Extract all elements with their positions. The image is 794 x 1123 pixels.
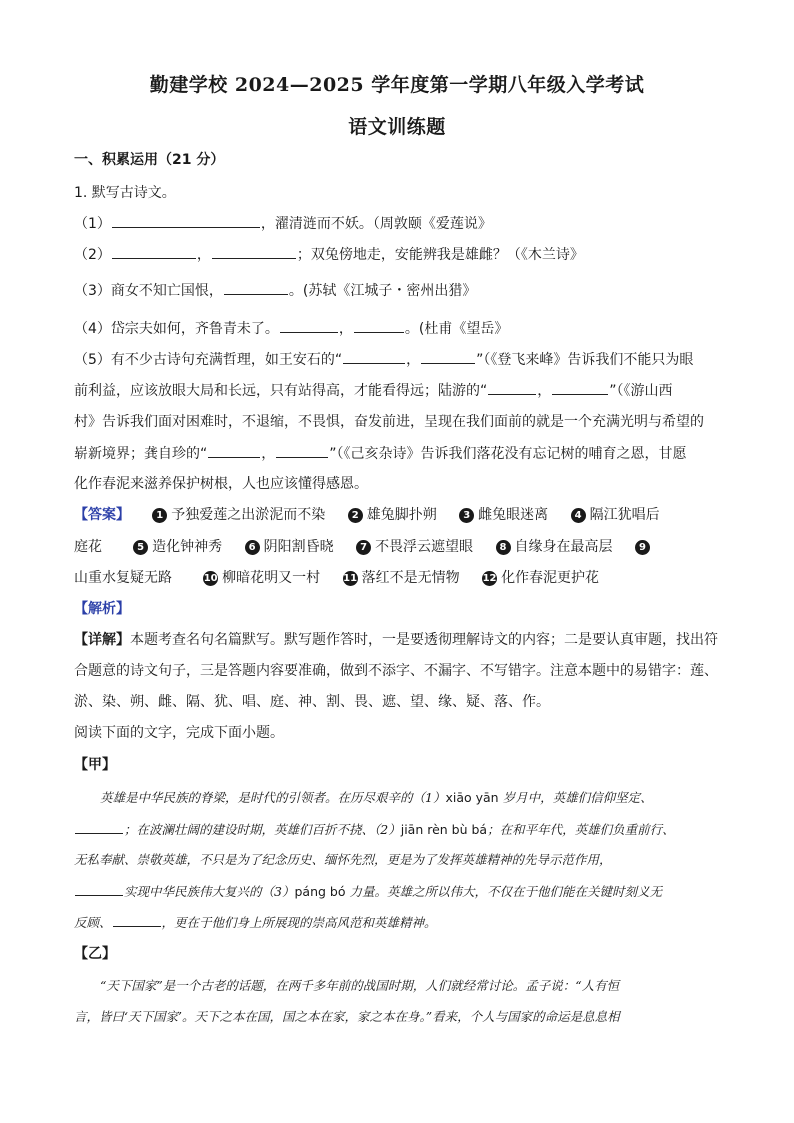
number-3-icon: 3 [459,508,474,523]
q1-3-text-b: 。(苏轼《江城子・密州出猎》 [288,283,477,299]
answer-line-3 [74,568,722,588]
answer-blank[interactable] [224,280,288,295]
answer-text: 落红不是无情物 [361,570,460,586]
answer-blank[interactable] [75,819,123,834]
answer-blank[interactable] [75,881,123,896]
document-title: 勤建学校 2024—2025 学年度第一学期八年级入学考试 [149,74,645,96]
number-2-icon: 2 [348,508,363,523]
answer-text: 庭花 [74,539,102,555]
pinyin: páng bó [294,884,346,899]
question-1-1 [74,213,722,234]
q1-5-text: ”（《登飞来峰》告诉我们不能只为眼 [476,352,694,368]
analysis-line-1 [74,630,722,650]
passage-text: 实现中华民族伟大复兴的（3） [124,884,295,899]
question-1-2: （2） ， ；双兔傍地走，安能辨我是雄雌？（《木兰诗》 [74,244,722,265]
passage-jia-line-3: 无私奉献、崇敬英雄，不只是为了纪念历史、缅怀先烈，更是为了发挥英雄精神的先导示范作用， [74,852,612,867]
q1-5-text: 前利益，应该放眼大局和长远，只有站得高，才能看得远；陆游的“ [74,383,488,399]
number-1-icon: 1 [152,508,167,523]
pinyin: xiāo yān [445,790,499,805]
passage-text: 力量。英雄之所以伟大，不仅在于他们能在关键时刻义无 [349,884,662,899]
section-heading: 一、积累运用（21 分） [74,152,225,168]
answer-item [459,507,548,523]
q1-5-text: 崭新境界；龚自珍的“ [74,446,208,462]
answer-text: 隔江犹唱后 [589,507,660,523]
answer-line-2 [74,537,722,557]
answer-item [203,570,320,586]
question-1-5-line-3: 村》告诉我们面对困难时，不退缩，不畏惧，奋发前进，呈现在我们面前的就是一个充满光明与希望的 [74,414,704,430]
answer-text: 山重水复疑无路 [74,570,172,586]
reading-instruction: 阅读下面的文字，完成下面小题。 [74,725,284,741]
q1-1-text: ，濯清涟而不妖。（周敦颐《爱莲说》 [260,216,492,232]
q1-4-text-a: 岱宗夫如何，齐鲁青未了。 [110,321,279,337]
answer-item [348,507,437,523]
answer-item [571,507,660,523]
answer-label: 【答案】 [74,507,130,523]
passage-jia-line-4 [74,881,722,902]
answer-item [482,570,599,586]
answer-blank[interactable] [343,349,405,364]
answer-text: 造化钟神秀 [152,539,223,555]
answer-blank[interactable] [113,912,161,927]
q1-5-text: ”（《己亥杂诗》告诉我们落花没有忘记树的哺育之恩，甘愿 [329,446,687,462]
answer-blank[interactable] [276,443,328,458]
q1-3-text-a: 商女不知亡国恨， [110,283,223,299]
passage-yi-label: 【乙】 [74,946,116,962]
answer-item [343,570,460,586]
passage-text: ，更在于他们身上所展现的崇高风范和英雄精神。 [161,915,437,930]
answer-item [496,539,613,555]
answer-item [152,507,325,523]
passage-text: ；在和平年代，英雄们负重前行、 [487,822,675,837]
answer-blank[interactable] [280,318,338,333]
answer-blank[interactable] [112,213,260,228]
answer-blank[interactable] [354,318,404,333]
q1-2-number: （2） [74,247,111,263]
question-1-5-line-2: 前利益，应该放眼大局和长远，只有站得高，才能看得远；陆游的“ ， ”（《游山西 [74,380,722,401]
answer-item [356,539,473,555]
passage-jia-line-1 [100,788,722,808]
q1-4-number: （4） [74,321,111,337]
number-9-icon: 9 [635,540,650,555]
number-7-icon: 7 [356,540,371,555]
passage-jia-label: 【甲】 [74,757,116,773]
question-1-5-line-1: （5）有不少古诗句充满哲理，如王安石的“ ， ”（《登飞来峰》告诉我们不能只为眼 [74,349,722,370]
passage-text: ；在波澜壮阔的建设时期，英雄们百折不挠、（2） [124,822,401,837]
analysis-label: 【解析】 [74,601,130,617]
q1-1-number: （1） [74,216,111,232]
answer-item [133,539,222,555]
answer-blank[interactable] [112,244,196,259]
pinyin: jiān rèn bù bá [400,822,488,837]
passage-text: 岁月中，英雄们信仰坚定、 [502,790,653,805]
answer-blank[interactable] [208,443,260,458]
answer-text: 雌兔眼迷离 [478,507,549,523]
q1-2-text: ；双兔傍地走，安能辨我是雄雌？（《木兰诗》 [296,247,584,263]
passage-yi-line-1: “天下国家”是一个古老的话题，在两千多年前的战国时期，人们就经常讨论。孟子说：“人有恒 [100,978,620,993]
number-11-icon: 11 [343,573,358,584]
question-1-title: 1. 默写古诗文。 [74,185,176,201]
answer-text: 自缘身在最高层 [514,539,613,555]
answer-text: 化作春泥更护花 [501,570,600,586]
number-6-icon: 6 [245,540,260,555]
passage-jia-line-5 [74,912,722,933]
number-12-icon: 12 [482,573,497,584]
analysis-text: 本题考查名句名篇默写。默写题作答时，一是要透彻理解诗文的内容；二是要认真审题，找出符 [130,632,718,648]
number-10-icon: 10 [203,573,218,584]
passage-yi-line-2: 言，皆曰‘天下国家’。天下之本在国，国之本在家，家之本在身。”看来，个人与国家的命运是息息相 [74,1009,620,1024]
question-1-5-line-4: 崭新境界；龚自珍的“ ， ”（《己亥杂诗》告诉我们落花没有忘记树的哺育之恩，甘愿 [74,443,722,464]
answer-text: 柳暗花明又一村 [222,570,321,586]
answer-blank[interactable] [552,380,608,395]
analysis-line-3: 淤、染、朔、雌、隔、犹、唱、庭、神、割、畏、遮、望、缘、疑、落、作。 [74,694,550,710]
q1-5-text: ”（《游山西 [609,383,673,399]
number-8-icon: 8 [496,540,511,555]
passage-text: 反顾、 [74,915,112,930]
question-1-5-line-5: 化作春泥来滋养保护树根，人也应该懂得感恩。 [74,476,368,492]
answer-text: 阴阳割昏晓 [263,539,334,555]
answer-blank[interactable] [488,380,536,395]
question-1-4: （4）岱宗夫如何，齐鲁青未了。 ， 。(杜甫《望岳》 [74,318,722,339]
answer-line-1 [74,505,722,525]
question-1-3 [74,280,722,301]
q1-4-text-b: 。(杜甫《望岳》 [404,321,509,337]
q1-5-text: （5）有不少古诗句充满哲理，如王安石的“ [74,352,343,368]
answer-item [635,539,654,555]
passage-text: 英雄是中华民族的脊梁，是时代的引领者。在历尽艰辛的（1） [100,790,446,805]
document-subtitle: 语文训练题 [348,116,446,138]
answer-item [245,539,334,555]
answer-blank[interactable] [212,244,296,259]
q1-3-number: （3） [74,283,111,299]
answer-blank[interactable] [421,349,475,364]
passage-jia-line-2 [74,819,722,840]
answer-text: 不畏浮云遮望眼 [375,539,474,555]
analysis-line-2: 合题意的诗文句子，三是答题内容要准确，做到不添字、不漏字、不写错字。注意本题中的易错字：莲、 [74,663,718,679]
detail-label: 【详解】 [74,632,130,648]
answer-text: 予独爱莲之出淤泥而不染 [171,507,326,523]
number-4-icon: 4 [571,508,586,523]
number-5-icon: 5 [133,540,148,555]
answer-text: 雄兔脚扑朔 [366,507,437,523]
